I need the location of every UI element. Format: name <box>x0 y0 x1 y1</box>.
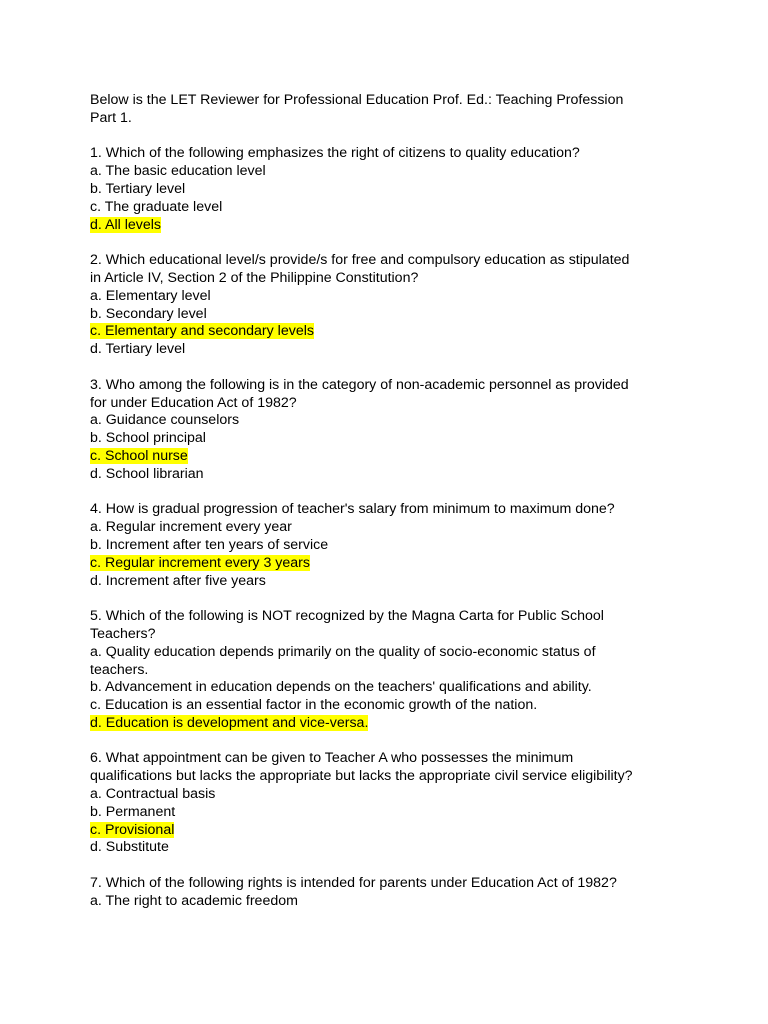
question-item <box>90 608 690 733</box>
answer-option-highlighted <box>90 715 690 733</box>
answer-option <box>90 893 690 911</box>
answer-option <box>90 288 690 306</box>
question-text: 3. Who among the following is in the category of non-academic personnel as provided <box>90 376 629 393</box>
question-item <box>90 252 690 359</box>
answer-option-highlighted <box>90 217 690 235</box>
question-text: 2. Which educational level/s provide/s for free and compulsory education as stipulated <box>90 252 630 269</box>
answer-option <box>90 786 690 804</box>
intro-line: Part 1. <box>90 109 132 126</box>
question-text: 5. Which of the following is NOT recognized by the Magna Carta for Public School <box>90 608 604 625</box>
option-text: c. Elementary and secondary levels <box>90 323 314 340</box>
question-text: in Article IV, Section 2 of the Philippine Constitution? <box>90 269 419 286</box>
intro-paragraph <box>90 92 690 128</box>
option-text: c. Regular increment every 3 years <box>90 554 310 571</box>
question-text: 1. Which of the following emphasizes the right of citizens to quality education? <box>90 145 580 162</box>
option-text: d. Substitute <box>90 839 169 856</box>
option-text: a. The basic education level <box>90 163 266 180</box>
option-text: a. Regular increment every year <box>90 519 292 536</box>
option-text: teachers. <box>90 661 149 678</box>
answer-option <box>90 804 690 822</box>
question-item <box>90 377 690 484</box>
question-text: Teachers? <box>90 625 156 642</box>
option-text: b. Permanent <box>90 803 176 820</box>
option-text: a. Contractual basis <box>90 786 216 803</box>
option-text: d. All levels <box>90 216 161 233</box>
answer-option <box>90 519 690 537</box>
question-item <box>90 501 690 590</box>
document-page <box>90 92 690 928</box>
answer-option <box>90 163 690 181</box>
question-item <box>90 750 690 857</box>
option-text: a. Elementary level <box>90 287 211 304</box>
answer-option <box>90 662 690 680</box>
option-text: b. Advancement in education depends on the teachers' qualifications and ability. <box>90 679 592 696</box>
answer-option-highlighted <box>90 555 690 573</box>
answer-option <box>90 839 690 857</box>
option-text: b. School principal <box>90 430 206 447</box>
option-text: b. Increment after ten years of service <box>90 536 329 553</box>
answer-option <box>90 573 690 591</box>
answer-option <box>90 466 690 484</box>
answer-option-highlighted <box>90 822 690 840</box>
question-text: 4. How is gradual progression of teacher's salary from minimum to maximum done? <box>90 501 615 518</box>
answer-option <box>90 181 690 199</box>
option-text: a. Guidance counselors <box>90 412 240 429</box>
answer-option <box>90 306 690 324</box>
intro-line: Below is the LET Reviewer for Professional Education Prof. Ed.: Teaching Profession <box>90 92 624 108</box>
question-text: qualifications but lacks the appropriate but lacks the appropriate civil service eligibility? <box>90 768 633 785</box>
option-text: d. School librarian <box>90 465 204 482</box>
option-text: d. Tertiary level <box>90 341 186 358</box>
option-text: a. The right to academic freedom <box>90 892 298 909</box>
answer-option <box>90 199 690 217</box>
question-text: for under Education Act of 1982? <box>90 394 297 411</box>
question-item <box>90 145 690 234</box>
answer-option <box>90 412 690 430</box>
answer-option <box>90 341 690 359</box>
question-text: 7. Which of the following rights is intended for parents under Education Act of 1982? <box>90 875 617 892</box>
option-text: a. Quality education depends primarily on the quality of socio-economic status of <box>90 643 596 660</box>
option-text: b. Secondary level <box>90 305 207 322</box>
option-text: b. Tertiary level <box>90 180 186 197</box>
answer-option-highlighted <box>90 448 690 466</box>
option-text: d. Education is development and vice-versa. <box>90 714 369 731</box>
answer-option <box>90 644 690 662</box>
option-text: d. Increment after five years <box>90 572 266 589</box>
question-text: 6. What appointment can be given to Teacher A who possesses the minimum <box>90 750 574 767</box>
answer-option <box>90 697 690 715</box>
answer-option <box>90 679 690 697</box>
answer-option-highlighted <box>90 323 690 341</box>
option-text: c. The graduate level <box>90 198 223 215</box>
option-text: c. Provisional <box>90 821 175 838</box>
answer-option <box>90 430 690 448</box>
question-list <box>90 145 690 910</box>
option-text: c. Education is an essential factor in the economic growth of the nation. <box>90 697 538 714</box>
option-text: c. School nurse <box>90 447 188 464</box>
question-item <box>90 875 690 911</box>
answer-option <box>90 537 690 555</box>
